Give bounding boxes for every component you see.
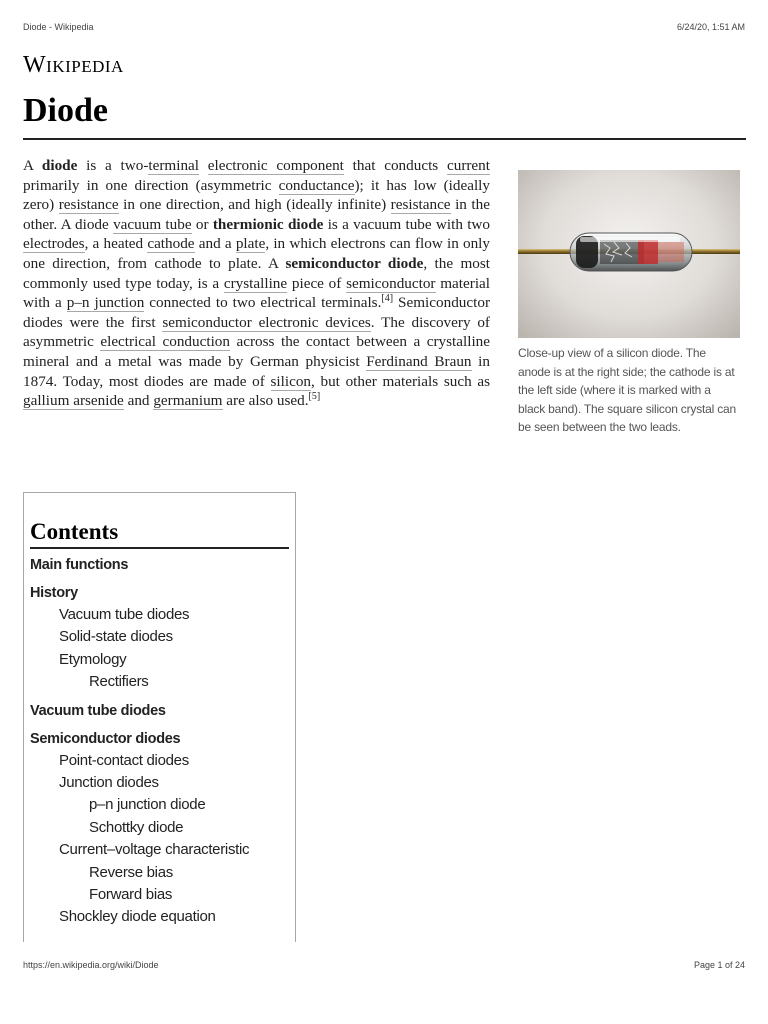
link-semiconductor[interactable]: semiconductor bbox=[346, 274, 436, 292]
toc-item[interactable]: Vacuum tube diodes bbox=[30, 702, 166, 719]
link-pn-junction[interactable]: p–n junction bbox=[66, 294, 145, 312]
diode-photo[interactable] bbox=[518, 170, 740, 338]
link-electrical-conduction[interactable]: electrical conduction bbox=[100, 333, 230, 351]
toc-item[interactable]: Vacuum tube diodes bbox=[59, 606, 190, 623]
link-terminal[interactable]: terminal bbox=[148, 157, 199, 174]
toc-title: Contents bbox=[30, 519, 289, 549]
page-title: Diode bbox=[23, 92, 108, 129]
print-header bbox=[23, 22, 745, 34]
link-silicon[interactable]: silicon bbox=[270, 372, 312, 390]
link-conductance[interactable]: conductance bbox=[278, 176, 355, 194]
link-crystalline[interactable]: crystalline bbox=[223, 274, 288, 292]
print-footer bbox=[23, 960, 745, 972]
link-semiconductor-devices[interactable]: semiconductor electronic devices bbox=[162, 313, 371, 331]
link-resistance-2[interactable]: resistance bbox=[390, 196, 451, 214]
print-header-timestamp: 6/24/20, 1:51 AM bbox=[676, 22, 745, 32]
toc-item[interactable]: Forward bias bbox=[89, 886, 173, 904]
link-electrodes[interactable]: electrodes bbox=[23, 235, 85, 253]
citation-5[interactable]: [5] bbox=[308, 391, 321, 403]
link-electronic-component[interactable]: electronic component bbox=[207, 157, 344, 174]
page-number: Page 1 of 24 bbox=[693, 960, 745, 970]
print-footer-url: https://en.wikipedia.org/wiki/Diode bbox=[23, 960, 159, 970]
toc-item[interactable]: Solid-state diodes bbox=[59, 628, 173, 646]
toc-item[interactable]: Rectifiers bbox=[89, 673, 149, 691]
toc-item[interactable]: Semiconductor diodes bbox=[30, 730, 181, 747]
citation-4[interactable]: [4] bbox=[381, 293, 394, 305]
toc-item[interactable]: Shockley diode equation bbox=[59, 908, 216, 926]
link-resistance[interactable]: resistance bbox=[58, 196, 119, 214]
link-gallium-arsenide[interactable]: gallium arsenide bbox=[23, 392, 124, 410]
toc-item[interactable]: History bbox=[30, 585, 78, 601]
table-of-contents bbox=[23, 492, 296, 942]
title-divider bbox=[23, 138, 746, 140]
link-current[interactable]: current bbox=[446, 157, 490, 174]
toc-item[interactable]: p–n junction diode bbox=[89, 796, 206, 814]
toc-list bbox=[30, 554, 289, 929]
diode-image bbox=[518, 170, 740, 338]
figure-caption: Close-up view of a silicon diode. The anode is at the right side; the cathode is at the left side (where it is marked with a black band). The square silicon crystal can be seen between the two leads. bbox=[518, 346, 736, 434]
link-vacuum-tube[interactable]: vacuum tube bbox=[113, 215, 192, 233]
toc-item[interactable]: Main functions bbox=[30, 557, 129, 573]
toc-item[interactable]: Current–voltage characteristic bbox=[59, 841, 250, 859]
link-ferdinand-braun[interactable]: Ferdinand Braun bbox=[366, 352, 472, 370]
wikipedia-logo[interactable]: Wikipedia bbox=[23, 52, 124, 78]
toc-item[interactable]: Junction diodes bbox=[59, 774, 159, 792]
link-cathode[interactable]: cathode bbox=[147, 235, 195, 253]
toc-item[interactable]: Point-contact diodes bbox=[59, 751, 189, 769]
toc-item[interactable]: Reverse bias bbox=[89, 863, 173, 881]
toc-item[interactable]: Schottky diode bbox=[89, 818, 184, 836]
toc-item[interactable]: Etymology bbox=[59, 650, 127, 668]
infobox-figure bbox=[518, 170, 740, 437]
intro-paragraph: A diode is a two-terminal electronic component that conducts current primarily in one direction (asymmetric conductance); it has low (ideally zero) resistance in one direction, and high (ideally infinite) resistance in the other. A diode vacuum tube or thermionic diode is a vacuum tube with two electrodes, a heated cathode and a plate, in which electrons can flow in only one direction, from cathode to plate. A semiconductor diode, the most commonly used type today, is a crystalline piece of semiconductor material with a p–n junction connected to two electrical terminals.[4] Semiconductor diodes were the first semiconductor electronic devices. The discovery of asymmetric electrical conduction across the contact between a crystalline mineral and a metal was made by German physicist Ferdinand Braun in 1874. Today, most diodes are made of silicon, but other materials such as gallium arsenide and germanium are also used.[5] bbox=[23, 157, 491, 410]
link-germanium[interactable]: germanium bbox=[153, 392, 223, 410]
print-header-title: Diode - Wikipedia bbox=[23, 22, 94, 32]
link-plate[interactable]: plate bbox=[235, 235, 266, 253]
